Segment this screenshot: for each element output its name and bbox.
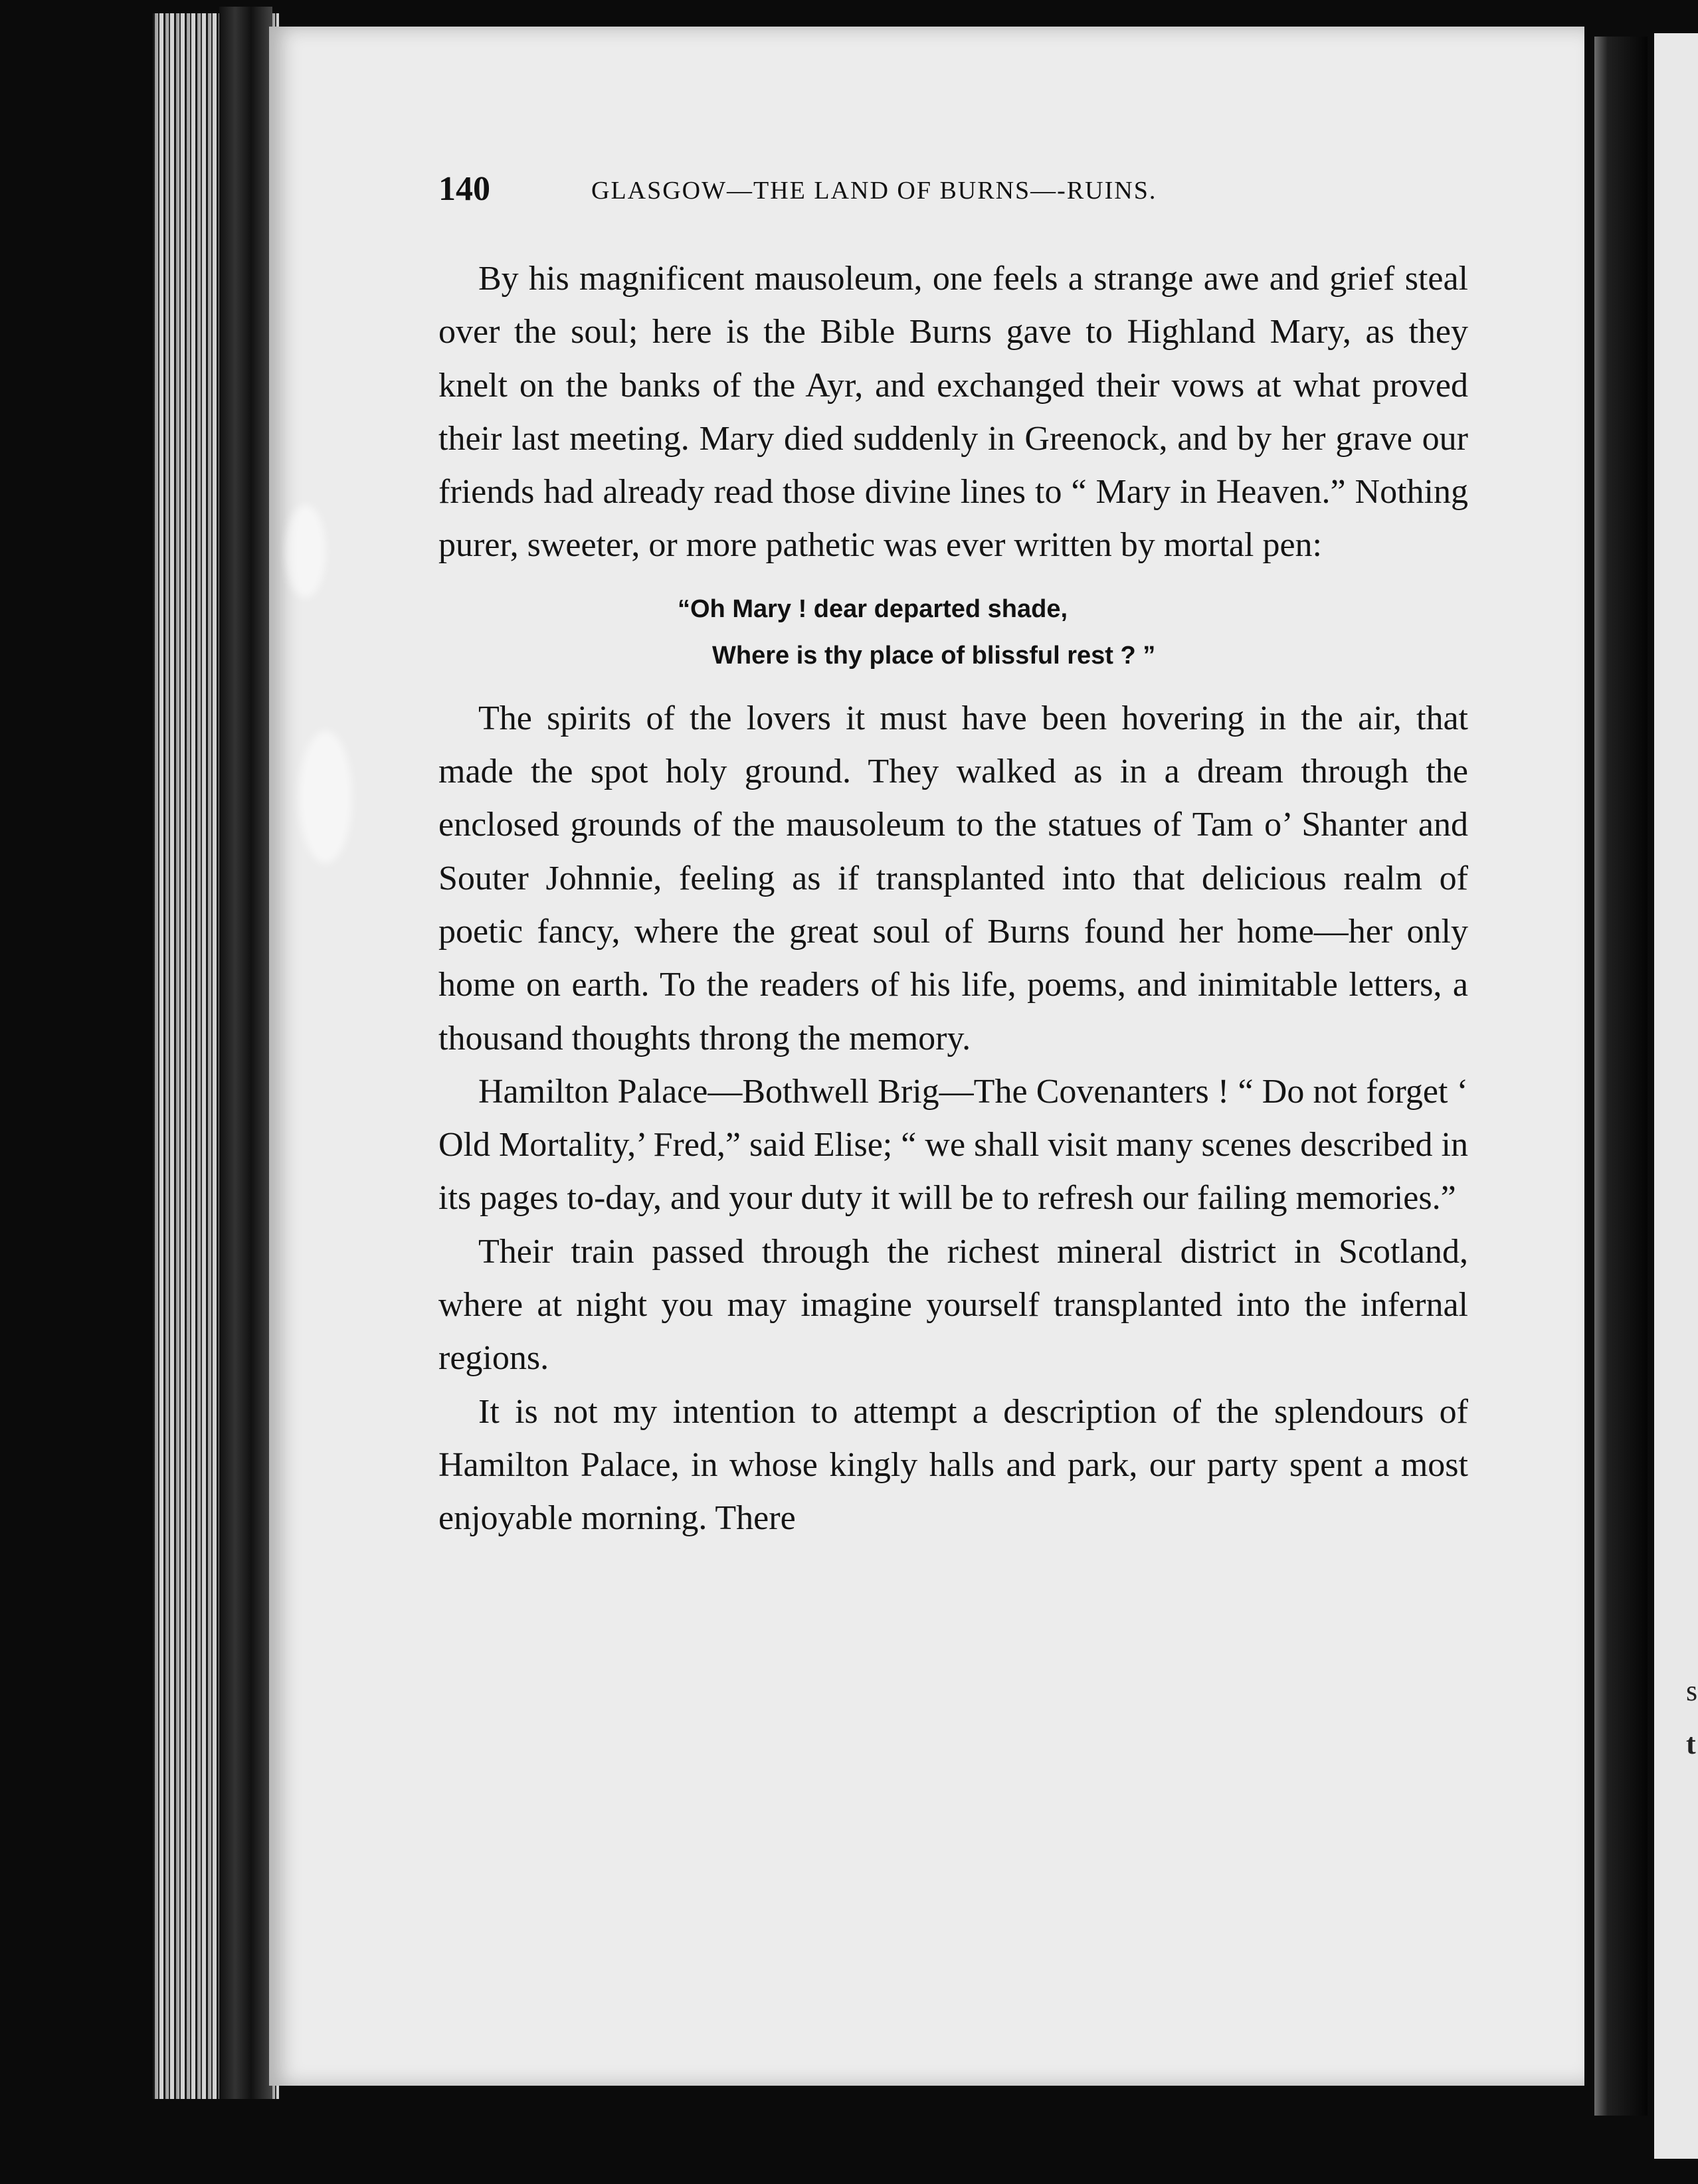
paragraph: By his magnificent mausoleum, one feels a strange awe and grief steal over the soul; here is the Bible Burns gave to Highland Mary, as they knelt on the banks of the Ayr, and exchanged their vows at what proved their last meeting. Mary died suddenly in Greenock, and by her grave our friends had already read those divine lines to “ Mary in Heaven.” Nothing purer, sweeter, or more pathetic was ever written by mortal pen:: [438, 260, 1468, 565]
paragraph: It is not my intention to attempt a description of the splendours of Hamilton Palace, in whose kingly halls and park, our party spent a most enjoyable morning. There: [438, 1392, 1468, 1538]
verse-line: Where is thy place of blissful rest ? ”: [712, 641, 1156, 670]
facing-page-glyph: t: [1686, 1728, 1696, 1760]
paragraph: Their train passed through the richest mineral district in Scotland, where at night you may imagine yourself transplanted into the infernal regions.: [438, 1232, 1468, 1378]
verse-line: “Oh Mary ! dear departed shade,: [678, 594, 1068, 623]
facing-page-sliver: [1654, 33, 1698, 2159]
paragraph: Hamilton Palace—Bothwell Brig—The Covenanters ! “ Do not forget ‘ Old Mortality,’ Fred,” said Elise; “ we shall visit many scenes described in its pages to-day, and your duty it will be to refresh our failing memories.”: [438, 1072, 1468, 1218]
running-head: GLASGOW—THE LAND OF BURNS—-RUINS.: [591, 177, 1157, 205]
paragraph: The spirits of the lovers it must have been hovering in the air, that made the spot holy ground. They walked as in a dream through the enclosed grounds of the mausoleum to the statues of Tam o’ Shanter and Souter Johnnie, feeling as if transplanted into that delicious realm of poetic fancy, where the great soul of Burns found her home—her only home on earth. To the readers of his life, poems, and inimitable letters, a thousand thoughts throng the memory.: [438, 699, 1468, 1057]
body-text: [438, 252, 1468, 1546]
facing-page-glyph: s: [1686, 1675, 1698, 1707]
page-header: [438, 169, 1322, 216]
page-smudge: [286, 505, 326, 598]
page-number: 140: [438, 170, 490, 208]
book-spine-shadow: [219, 7, 272, 2099]
page-smudge: [299, 731, 352, 864]
facing-page-gutter: [1594, 37, 1648, 2116]
verse-quotation: [438, 586, 1468, 679]
